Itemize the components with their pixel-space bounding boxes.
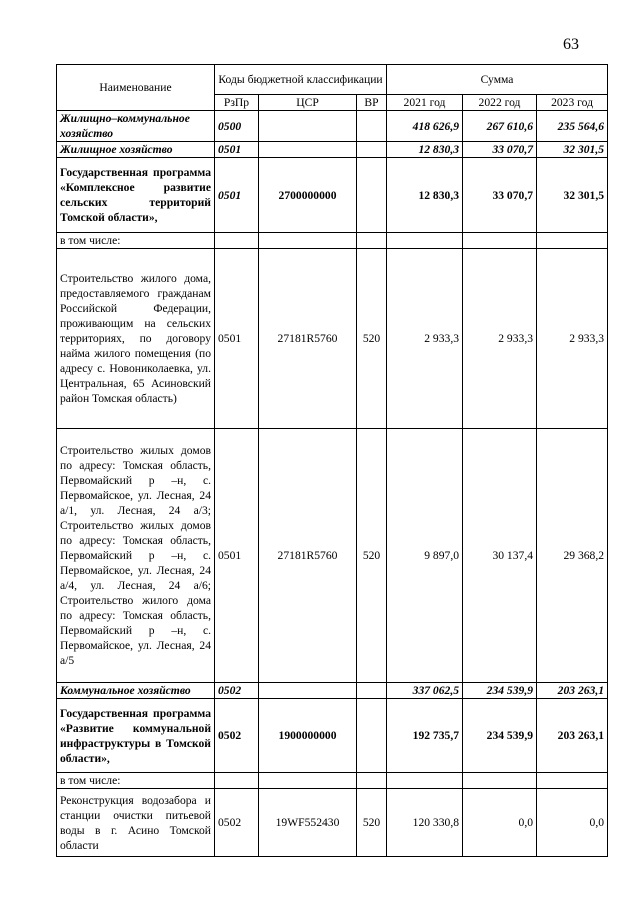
row-2021 [387,233,463,249]
row-name: Реконструкция водозабора и станции очистки питьевой воды в г. Асино Томской области [57,789,215,857]
row-name: Государственная программа «Комплексное развитие сельских территорий Томской области», [57,158,215,233]
row-2022: 267 610,6 [463,111,537,142]
header-name: Наименование [57,65,215,111]
table-row [57,249,608,429]
row-vr [357,699,387,773]
row-csr: 27181R5760 [259,429,357,683]
row-csr [259,142,357,158]
row-2021: 337 062,5 [387,683,463,699]
row-csr: 19WF552430 [259,789,357,857]
row-2023 [537,773,608,789]
row-name: Строительство жилого дома, предоставляемого гражданам Российской Федерации, проживающим на сельских территориях, по договору найма жилого помещения (по адресу с. Новониколаевка, ул. Центральная, 65 Асиновский район Томская область) [57,249,215,429]
row-vr [357,773,387,789]
header-csr: ЦСР [259,95,357,111]
row-2021: 12 830,3 [387,158,463,233]
table-row [57,158,608,233]
row-2022: 2 933,3 [463,249,537,429]
row-name: в том числе: [57,233,215,249]
header-2022: 2022 год [463,95,537,111]
row-2021: 2 933,3 [387,249,463,429]
row-vr [357,111,387,142]
row-csr: 27181R5760 [259,249,357,429]
table-row [57,233,608,249]
row-2023: 32 301,5 [537,158,608,233]
row-csr [259,233,357,249]
row-name: Строительство жилых домов по адресу: Томская область, Первомайский р –н, с. Первомайское, ул. Лесная, 24 а/1, ул. Лесная, 24 а/3; Строительство жилых домов по адресу: Томская область, Первомайский р –н, с. Первомайское, ул. Лесная, 24 а/4, ул. Лесная, 24 а/6; Строительство жилого дома по адресу: Томская область, Первомайский р –н, с. Первомайское, ул. Лесная, 24 а/5 [57,429,215,683]
row-rzpr: 0501 [215,142,259,158]
table-row [57,773,608,789]
row-2021: 9 897,0 [387,429,463,683]
row-2022: 0,0 [463,789,537,857]
row-name: в том числе: [57,773,215,789]
row-2021: 192 735,7 [387,699,463,773]
row-name: Жилищно–коммунальное хозяйство [57,111,215,142]
row-rzpr: 0501 [215,158,259,233]
header-rzpr: РзПр [215,95,259,111]
table-row [57,683,608,699]
row-2021: 418 626,9 [387,111,463,142]
row-2022 [463,773,537,789]
row-2023: 2 933,3 [537,249,608,429]
table-row [57,789,608,857]
row-csr: 1900000000 [259,699,357,773]
row-rzpr: 0501 [215,249,259,429]
page-number: 63 [563,36,579,53]
header-2021: 2021 год [387,95,463,111]
row-2021: 12 830,3 [387,142,463,158]
row-2022: 33 070,7 [463,158,537,233]
row-2022 [463,233,537,249]
row-rzpr: 0502 [215,789,259,857]
row-name: Коммунальное хозяйство [57,683,215,699]
row-rzpr [215,773,259,789]
row-2023: 32 301,5 [537,142,608,158]
row-csr: 2700000000 [259,158,357,233]
table-row [57,429,608,683]
table-row [57,142,608,158]
table-row [57,699,608,773]
row-2022: 234 539,9 [463,683,537,699]
row-2023 [537,233,608,249]
row-vr: 520 [357,789,387,857]
row-vr [357,233,387,249]
row-vr: 520 [357,429,387,683]
row-rzpr: 0500 [215,111,259,142]
row-2023: 235 564,6 [537,111,608,142]
row-name: Государственная программа «Развитие коммунальной инфраструктуры в Томской области», [57,699,215,773]
row-2022: 234 539,9 [463,699,537,773]
header-2023: 2023 год [537,95,608,111]
header-codes: Коды бюджетной классификации [215,65,387,95]
row-2023: 29 368,2 [537,429,608,683]
header-sum: Сумма [387,65,608,95]
budget-table [56,64,608,857]
row-2023: 0,0 [537,789,608,857]
row-csr [259,683,357,699]
row-rzpr: 0501 [215,429,259,683]
row-csr [259,111,357,142]
row-2023: 203 263,1 [537,699,608,773]
row-rzpr: 0502 [215,683,259,699]
row-csr [259,773,357,789]
row-2023: 203 263,1 [537,683,608,699]
row-vr: 520 [357,249,387,429]
row-2022: 33 070,7 [463,142,537,158]
header-row-top [57,65,608,95]
row-vr [357,142,387,158]
row-2021: 120 330,8 [387,789,463,857]
header-vr: ВР [357,95,387,111]
row-rzpr [215,233,259,249]
row-2022: 30 137,4 [463,429,537,683]
row-vr [357,683,387,699]
row-vr [357,158,387,233]
row-name: Жилищное хозяйство [57,142,215,158]
row-rzpr: 0502 [215,699,259,773]
row-2021 [387,773,463,789]
table-row [57,111,608,142]
